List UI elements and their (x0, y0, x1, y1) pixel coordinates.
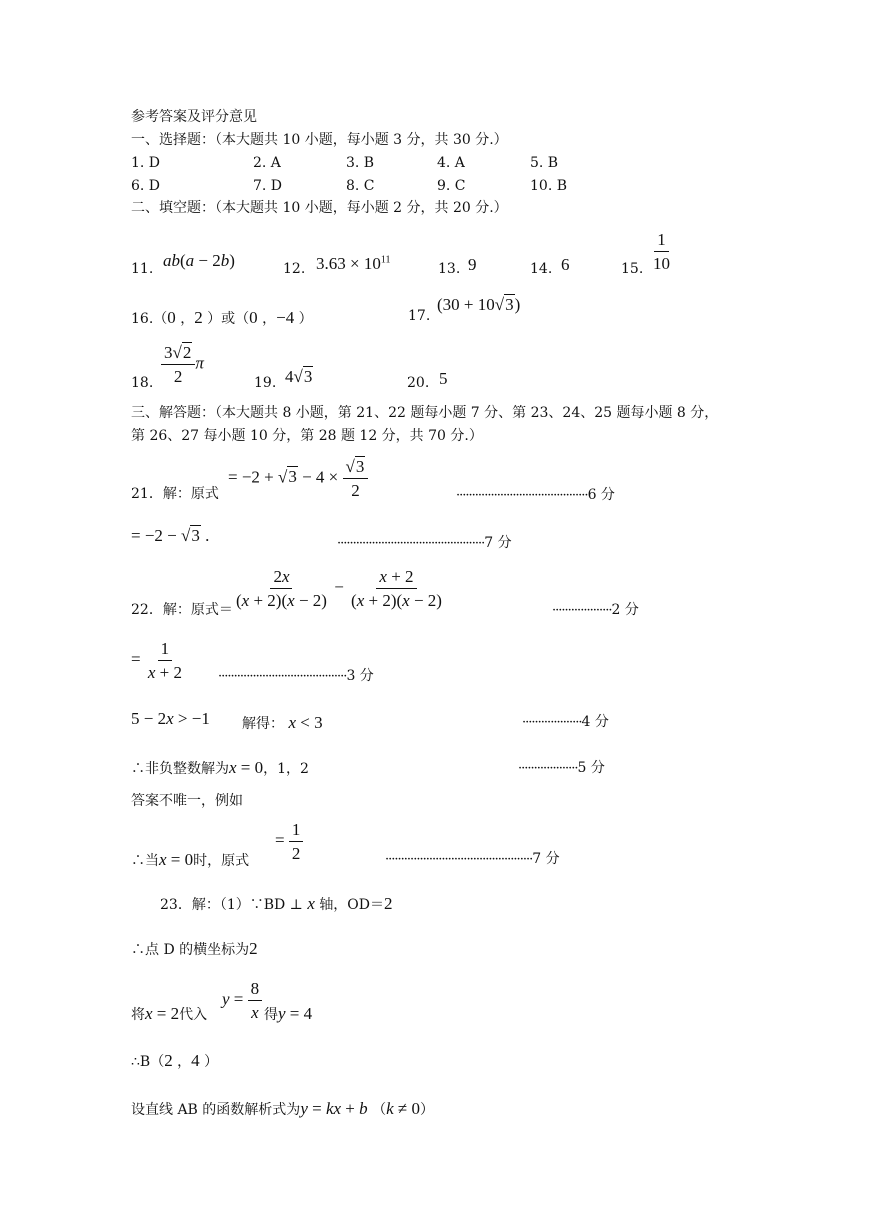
q16-row: 16.（0 ，2 ）或（0 ，−4 ） (131, 308, 313, 327)
q22-expression: $\frac{2x}{(x + 2)(x - 2)}$ − $\frac{x + 2}{(x + 2)(x - 2)}$ (236, 567, 442, 610)
answer-10: 10. B (530, 178, 568, 194)
answer-4: 4. A (437, 155, 465, 171)
q20-label: 20. (407, 375, 430, 391)
q22-score-line2: ·········································3 分 (218, 668, 374, 684)
q21-expression: = −2 + √3 − 4 × $\frac{√3}{2}$ (228, 458, 368, 499)
q18-label: 18. (131, 375, 154, 391)
q22-when-row: ∴当x = 0时，原式 (131, 850, 250, 869)
q22-simplified: = $\frac{1}{x + 2}$ (131, 639, 182, 682)
q15-label: 15. (621, 261, 644, 277)
answer-8: 8. C (346, 178, 375, 194)
q12-answer: $3.63 \times 10^{11}$ (316, 254, 391, 273)
section1-heading: 一、选择题：（本大题共 10 小题，每小题 3 分，共 30 分.） (131, 132, 508, 148)
q22-score-line3: ···················4 分 (522, 714, 609, 730)
q22-not-unique: 答案不唯一，例如 (131, 793, 243, 809)
q14-answer: 6 (561, 255, 570, 274)
q23-row1: 23．解：（1）∵BD ⊥ x 轴，OD＝2 (160, 894, 393, 913)
q12-label: 12. (283, 261, 306, 277)
q11-answer: ab(a − 2b) (163, 251, 235, 270)
q21-score-line1: ··········································6 分 (456, 487, 615, 503)
q22-when-value: = $\frac{1}{2}$ (275, 821, 303, 862)
q22-score-line4: ···················5 分 (518, 760, 605, 776)
q18-answer: $\frac{3√2}{2}$ π (161, 344, 204, 385)
q23-function: y = $\frac{8}{x}$ (222, 980, 262, 1021)
q23-row3-end: 得y = 4 (264, 1004, 313, 1023)
answer-3: 3. B (346, 155, 375, 171)
answer-6: 6. D (131, 178, 161, 194)
q22-score-line5: ···············································7 分 (385, 851, 560, 867)
q22-score-line1: ···················2 分 (552, 602, 639, 618)
answer-5: 5. B (530, 155, 559, 171)
section3-heading-line1: 三、解答题：（本大题共 8 小题，第 21、22 题每小题 7 分、第 23、24、25 题每小题 8 分， (131, 405, 719, 421)
q22-solve-row: 解得： x < 3 (242, 713, 323, 732)
q19-answer: 4√3 (285, 367, 313, 386)
page-title: 参考答案及评分意见 (131, 109, 257, 125)
q22-label: 22．解：原式＝ (131, 602, 233, 618)
answer-9: 9. C (437, 178, 466, 194)
q19-label: 19. (254, 375, 277, 391)
answer-7: 7. D (253, 178, 283, 194)
q13-answer: 9 (468, 255, 477, 274)
q15-answer: $\frac{1}{10}$ (653, 230, 670, 273)
section2-heading: 二、填空题：（本大题共 10 小题，每小题 2 分，共 20 分.） (131, 200, 508, 216)
q22-nonneg-row: ∴非负整数解为x = 0，1，2 (131, 758, 309, 777)
section3-heading-line2: 第 26、27 每小题 10 分，第 28 题 12 分，共 70 分.） (131, 428, 483, 444)
q20-answer: 5 (439, 369, 448, 388)
q21-result: = −2 − √3 . (131, 526, 210, 545)
q21-label: 21．解：原式 (131, 486, 219, 502)
q17-label: 17. (408, 308, 431, 324)
q13-label: 13. (438, 261, 461, 277)
q17-answer: (30 + 10√3) (437, 295, 521, 314)
q11-label: 11. (131, 261, 154, 277)
answer-2: 2. A (253, 155, 281, 171)
answer-1: 1. D (131, 155, 161, 171)
q23-row2: ∴点 D 的横坐标为2 (131, 939, 258, 958)
q22-inequality: 5 − 2x > −1 (131, 709, 210, 728)
q21-score-line2: ···············································7 分 (337, 535, 512, 551)
q14-label: 14. (530, 261, 553, 277)
q23-row3: 将x = 2代入 (131, 1004, 208, 1023)
q23-pointB: ∴B（2 ，4 ） (131, 1051, 219, 1070)
q23-setline: 设直线 AB 的函数解析式为y = kx + b （k ≠ 0） (131, 1099, 434, 1118)
